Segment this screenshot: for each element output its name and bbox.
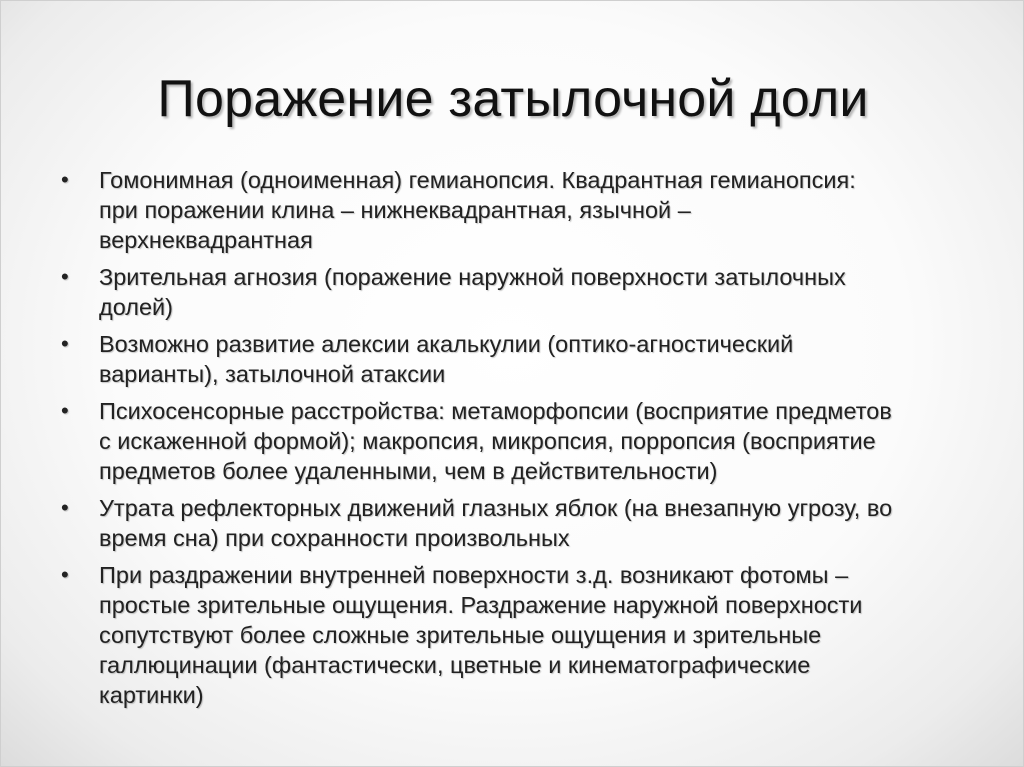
- bullet-icon: •: [61, 331, 69, 356]
- list-item-text: Зрительная агнозия (поражение наружной поверхности затылочных: [99, 264, 846, 290]
- list-item: [61, 560, 961, 710]
- slide-title: Поражение затылочной доли: [157, 70, 869, 128]
- bullet-icon: •: [61, 167, 69, 192]
- list-item: [61, 262, 961, 322]
- list-item-text: верхнеквадрантная: [99, 227, 313, 253]
- list-item-text: сопутствуют более сложные зрительные ощущения и зрительные: [99, 622, 822, 648]
- list-item-text: варианты), затылочной атаксии: [99, 361, 446, 387]
- list-item-text: При раздражении внутренней поверхности з.д. возникают фотомы –: [99, 562, 849, 588]
- list-item-text: при поражении клина – нижнеквадрантная, язычной –: [99, 197, 691, 223]
- bullet-icon: •: [61, 264, 69, 289]
- list-item-text: предметов более удаленными, чем в действительности): [99, 458, 718, 484]
- list-item-text: Психосенсорные расстройства: метаморфопсии (восприятие предметов: [99, 398, 892, 424]
- list-item-text: Гомонимная (одноименная) гемианопсия. Квадрантная гемианопсия:: [99, 167, 856, 193]
- list-item-text: долей): [99, 294, 173, 320]
- bullet-icon: •: [61, 562, 69, 587]
- list-item-text: галлюцинации (фантастически, цветные и кинематографические: [99, 652, 811, 678]
- bullet-list: [61, 165, 961, 717]
- list-item-text: картинки): [99, 682, 204, 708]
- list-item-text: Утрата рефлекторных движений глазных яблок (на внезапную угрозу, во: [99, 495, 893, 521]
- list-item-text: простые зрительные ощущения. Раздражение наружной поверхности: [99, 592, 863, 618]
- list-item: [61, 396, 961, 486]
- list-item: [61, 329, 961, 389]
- list-item-text: с искаженной формой); макропсия, микропсия, порропсия (восприятие: [99, 428, 876, 454]
- list-item: [61, 165, 961, 255]
- list-item-text: Возможно развитие алексии акалькулии (оптико-агностический: [99, 331, 794, 357]
- list-item-text: время сна) при сохранности произвольных: [99, 525, 570, 551]
- bullet-icon: •: [61, 495, 69, 520]
- bullet-icon: •: [61, 398, 69, 423]
- list-item: [61, 493, 961, 553]
